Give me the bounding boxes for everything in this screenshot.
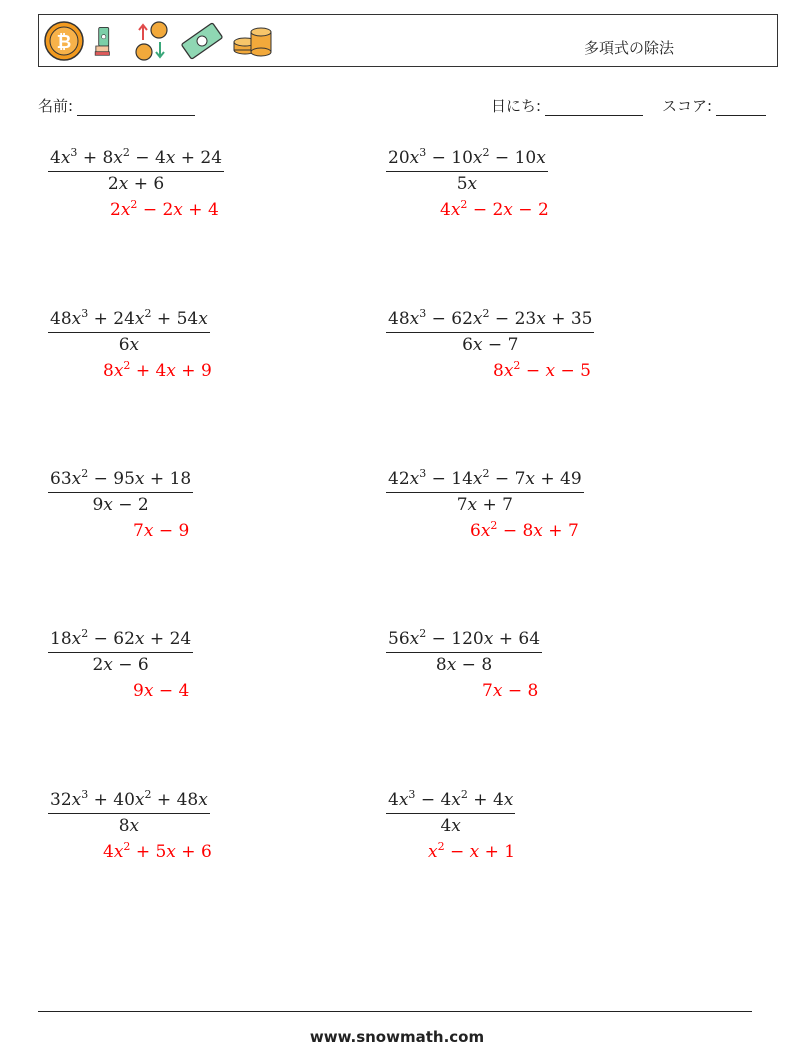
divisor: 2x + 6 (107, 174, 165, 194)
divisor: 6x (118, 335, 140, 355)
dividend: $18x^2 - 62x + 24$ (48, 629, 193, 653)
fraction (386, 790, 515, 836)
dividend: $4x^3 + 8x^2 - 4x + 24$ (48, 148, 224, 172)
divisor: 4x (440, 816, 461, 836)
problem-5 (48, 467, 193, 541)
divisor: 9x − 2 (92, 495, 149, 515)
problem-6 (386, 467, 584, 541)
worksheet-header (38, 14, 778, 67)
answer: $x^2 - x + 1$ (428, 840, 516, 862)
answer: 7x − 8 (482, 681, 539, 701)
fraction (48, 469, 193, 515)
date-field[interactable] (491, 95, 643, 116)
dividend: $48x^3 + 24x^2 + 54x$ (48, 309, 210, 333)
fraction (48, 309, 210, 355)
fraction (386, 469, 584, 515)
date-blank[interactable] (545, 100, 643, 116)
problem-7 (48, 627, 193, 701)
answer: 7x − 9 (133, 521, 190, 541)
name-blank[interactable] (77, 100, 195, 116)
answer: $4x^2 + 5x + 6$ (103, 840, 212, 862)
divisor: 5x (456, 174, 478, 194)
name-label: 名前: (38, 97, 74, 115)
name-field[interactable] (38, 95, 195, 116)
divisor: 8x − 8 (435, 655, 493, 675)
fraction (48, 790, 210, 836)
worksheet-title (39, 37, 779, 58)
svg-text:₿: ₿ (56, 32, 72, 53)
dividend: $56x^2 - 120x + 64$ (386, 629, 542, 653)
dividend: $48x^3 - 62x^2 - 23x + 35$ (386, 309, 594, 333)
fraction (48, 629, 193, 675)
fraction (48, 148, 224, 194)
fraction (386, 148, 548, 194)
dividend: $42x^3 - 14x^2 - 7x + 49$ (386, 469, 584, 493)
date-label: 日にち: (491, 97, 542, 115)
problem-2 (386, 146, 549, 220)
dividend: $4x^3 - 4x^2 + 4x$ (386, 790, 515, 814)
answer: $8x^2 + 4x + 9$ (103, 359, 212, 381)
dividend: $32x^3 + 40x^2 + 48x$ (48, 790, 210, 814)
divisor: 6x − 7 (462, 335, 519, 355)
score-blank[interactable] (716, 100, 766, 116)
footer-divider (38, 1011, 752, 1012)
dividend: $63x^2 - 95x + 18$ (48, 469, 193, 493)
divisor: 8x (118, 816, 140, 836)
problem-8 (386, 627, 542, 701)
problem-10 (386, 788, 516, 862)
fraction (386, 629, 542, 675)
answer: $4x^2 - 2x - 2$ (440, 198, 549, 220)
worksheet-title-text: 多項式の除法 (583, 39, 674, 57)
divisor: 7x + 7 (456, 495, 513, 515)
problem-1 (48, 146, 224, 220)
score-label: スコア: (662, 97, 713, 115)
answer: $8x^2 - x - 5$ (493, 359, 591, 381)
footer-url[interactable]: www.snowmath.com (309, 1028, 485, 1046)
problem-3 (48, 307, 212, 381)
problem-9 (48, 788, 212, 862)
answer: $2x^2 - 2x + 4$ (110, 198, 219, 220)
problem-4 (386, 307, 594, 381)
divisor: 2x − 6 (92, 655, 149, 675)
score-field[interactable] (662, 95, 766, 116)
dividend: $20x^3 - 10x^2 - 10x$ (386, 148, 548, 172)
answer: $6x^2 - 8x + 7$ (470, 519, 579, 541)
answer: 9x − 4 (133, 681, 190, 701)
fraction (386, 309, 594, 355)
